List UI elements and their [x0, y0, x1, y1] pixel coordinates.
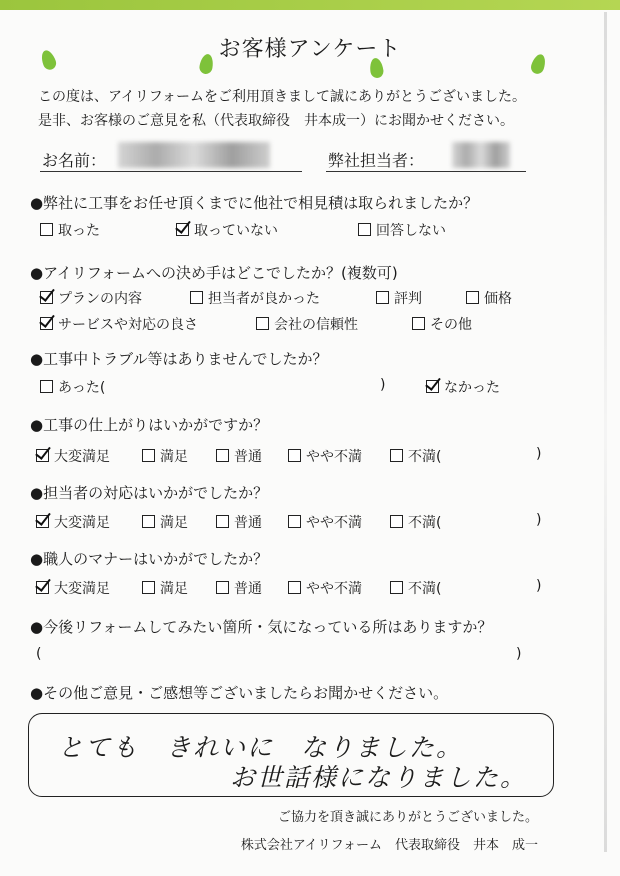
- name-underline: [40, 171, 302, 172]
- footer-company: 株式会社アイリフォーム 代表取締役 井本 成一: [240, 838, 538, 853]
- option[interactable]: 満足: [142, 578, 188, 598]
- top-green-bar: [0, 0, 620, 10]
- option[interactable]: 普通: [216, 446, 262, 466]
- checkbox-icon[interactable]: [190, 291, 203, 304]
- name-redacted: [118, 142, 270, 168]
- paren-close: ): [536, 512, 542, 528]
- option[interactable]: 大変満足: [36, 512, 110, 532]
- checkbox-icon[interactable]: [376, 291, 389, 304]
- option[interactable]: 不満(: [390, 446, 441, 466]
- checkbox-icon[interactable]: [216, 581, 229, 594]
- option[interactable]: 取った: [40, 220, 100, 240]
- option[interactable]: 評判: [376, 288, 422, 308]
- paren-close: ): [536, 446, 542, 462]
- staff-redacted: [452, 142, 510, 168]
- checkbox-icon[interactable]: [288, 515, 301, 528]
- question-4: ●工事の仕上がりはいかがですか？: [30, 416, 269, 434]
- handwritten-comment-2: お世話様になりました。: [230, 763, 528, 792]
- checkbox-icon[interactable]: [466, 291, 479, 304]
- checkbox-icon[interactable]: [142, 515, 155, 528]
- footer-thanks: ご協力を頂き誠にありがとうございました。: [277, 810, 538, 825]
- checkbox-checked-icon[interactable]: [36, 581, 49, 594]
- checkbox-icon[interactable]: [288, 449, 301, 462]
- question-2: ●アイリフォームへの決め手はどこでしたか？(複数可): [30, 264, 398, 282]
- option[interactable]: 不満(: [390, 578, 441, 598]
- staff-underline: [326, 171, 526, 172]
- page-title: お客様アンケート: [218, 37, 402, 62]
- scan-edge: [604, 12, 607, 852]
- option[interactable]: 会社の信頼性: [256, 314, 358, 334]
- option[interactable]: やや不満: [288, 512, 362, 532]
- option[interactable]: 普通: [216, 578, 262, 598]
- handwritten-comment-1: とても きれいに なりました。: [58, 733, 464, 762]
- paren-close: ): [380, 377, 386, 393]
- option[interactable]: 担当者が良かった: [190, 288, 320, 308]
- paren-close: ): [516, 646, 522, 662]
- option[interactable]: 満足: [142, 512, 188, 532]
- checkbox-checked-icon[interactable]: [426, 380, 439, 393]
- option[interactable]: あった(: [40, 377, 105, 397]
- checkbox-checked-icon[interactable]: [36, 515, 49, 528]
- option[interactable]: やや不満: [288, 446, 362, 466]
- option[interactable]: 不満(: [390, 512, 441, 532]
- intro-line-2: 是非、お客様のご意見を私（代表取締役 井本成一）にお聞かせください。: [38, 113, 514, 129]
- checkbox-icon[interactable]: [390, 449, 403, 462]
- question-1: ●弊社に工事をお任せ頂くまでに他社で相見積は取られましたか？: [30, 194, 479, 212]
- checkbox-checked-icon[interactable]: [36, 449, 49, 462]
- option[interactable]: 価格: [466, 288, 512, 308]
- question-8: ●その他ご意見・ご感想等ございましたらお聞かせください。: [30, 684, 449, 702]
- checkbox-checked-icon[interactable]: [40, 317, 53, 330]
- option[interactable]: プランの内容: [40, 288, 142, 308]
- option[interactable]: その他: [412, 314, 472, 334]
- checkbox-icon[interactable]: [216, 515, 229, 528]
- option[interactable]: サービスや対応の良さ: [40, 314, 198, 334]
- checkbox-icon[interactable]: [412, 317, 425, 330]
- staff-label: 弊社担当者：: [328, 151, 425, 170]
- question-3: ●工事中トラブル等はありませんでしたか？: [30, 350, 328, 368]
- checkbox-icon[interactable]: [40, 223, 53, 236]
- option[interactable]: なかった: [426, 377, 500, 397]
- option[interactable]: 普通: [216, 512, 262, 532]
- question-5: ●担当者の対応はいかがでしたか？: [30, 484, 269, 502]
- checkbox-icon[interactable]: [142, 581, 155, 594]
- option[interactable]: 大変満足: [36, 578, 110, 598]
- checkbox-icon[interactable]: [390, 515, 403, 528]
- checkbox-icon[interactable]: [40, 380, 53, 393]
- name-label: お名前：: [42, 151, 107, 170]
- option[interactable]: 大変満足: [36, 446, 110, 466]
- paren-open: (: [36, 646, 42, 662]
- checkbox-checked-icon[interactable]: [40, 291, 53, 304]
- checkbox-icon[interactable]: [358, 223, 371, 236]
- option[interactable]: 取っていない: [176, 220, 278, 240]
- intro-line-1: この度は、アイリフォームをご利用頂きまして誠にありがとうございました。: [38, 89, 527, 105]
- checkbox-checked-icon[interactable]: [176, 223, 189, 236]
- question-7: ●今後リフォームしてみたい箇所・気になっている所はありますか？: [30, 618, 493, 636]
- checkbox-icon[interactable]: [142, 449, 155, 462]
- checkbox-icon[interactable]: [390, 581, 403, 594]
- option[interactable]: 満足: [142, 446, 188, 466]
- option[interactable]: 回答しない: [358, 220, 446, 240]
- option[interactable]: やや不満: [288, 578, 362, 598]
- paren-close: ): [536, 578, 542, 594]
- checkbox-icon[interactable]: [216, 449, 229, 462]
- question-6: ●職人のマナーはいかがでしたか？: [30, 550, 269, 568]
- checkbox-icon[interactable]: [288, 581, 301, 594]
- checkbox-icon[interactable]: [256, 317, 269, 330]
